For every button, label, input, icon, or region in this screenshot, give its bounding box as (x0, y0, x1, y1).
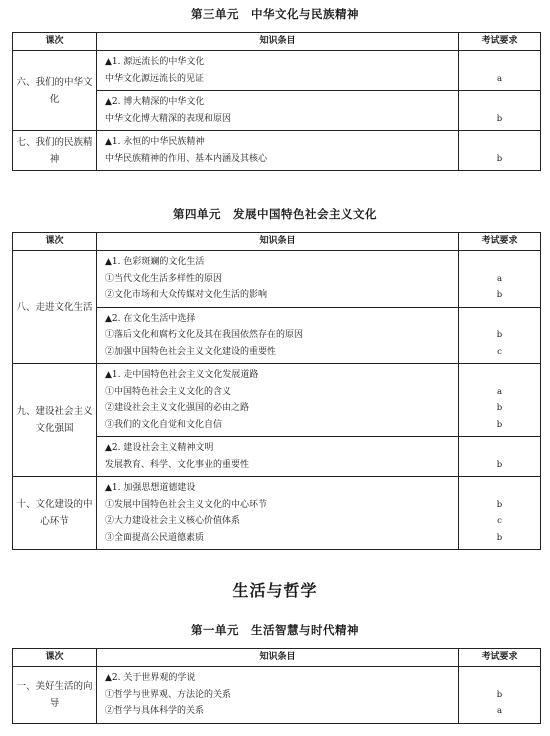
knowledge-line: ②哲学与具体科学的关系 (105, 706, 205, 716)
table-row (13, 667, 541, 724)
knowledge-cell (97, 364, 459, 437)
requirement-cell (459, 131, 541, 171)
requirement-value: b (496, 689, 503, 700)
table-header-row (13, 233, 541, 251)
requirement-cell (459, 667, 541, 724)
section-title: 生活与哲学 (232, 581, 318, 600)
knowledge-line: 中华文化博大精深的表现和原因 (105, 113, 232, 124)
requirement-cell (459, 91, 541, 131)
requirement-value (459, 134, 540, 151)
lesson-name: 九、建设社会主义文化强国 (13, 364, 97, 477)
knowledge-line: ▲1. 色彩斑斓的文化生活 (105, 257, 205, 267)
knowledge-cell (97, 477, 459, 550)
requirement-value: b (496, 330, 503, 340)
lesson-name: 七、我们的民族精神 (13, 131, 97, 171)
unit-title: 第四单元 发展中国特色社会主义文化 (173, 207, 377, 221)
knowledge-line: ①哲学与世界观、方法论的关系 (105, 689, 232, 700)
knowledge-cell (97, 91, 459, 131)
requirement-value: b (496, 419, 503, 430)
requirement-value: a (496, 706, 503, 716)
knowledge-cell (97, 51, 459, 91)
knowledge-cell (97, 251, 459, 308)
knowledge-line: 发展教育、科学、文化事业的重要性 (105, 459, 250, 470)
header-lesson: 课次 (13, 33, 97, 51)
requirement-value: c (497, 516, 502, 526)
header-knowledge: 知识条目 (97, 649, 459, 667)
knowledge-line: ▲1. 加强思想道德建设 (105, 483, 196, 493)
header-knowledge: 知识条目 (97, 33, 459, 51)
header-requirement: 考试要求 (459, 649, 541, 667)
knowledge-cell (97, 131, 459, 171)
requirement-value (459, 254, 540, 271)
unit-title: 第一单元 生活智慧与时代精神 (191, 623, 359, 637)
knowledge-line: ▲2. 建设社会主义精神文明 (105, 443, 214, 453)
knowledge-line: ▲2. 关于世界观的学说 (105, 673, 196, 683)
knowledge-line: ①落后文化和腐朽文化及其在我国依然存在的原因 (105, 330, 304, 340)
requirement-value (459, 367, 540, 384)
requirement-value: b (496, 532, 503, 543)
requirement-value (459, 440, 540, 457)
requirement-cell (459, 251, 541, 308)
header-requirement: 考试要求 (459, 33, 541, 51)
requirement-value: b (496, 290, 503, 300)
requirement-value: b (496, 153, 503, 164)
header-requirement: 考试要求 (459, 233, 541, 251)
knowledge-line: ▲1. 永恒的中华民族精神 (105, 137, 205, 147)
knowledge-line: ③我们的文化自觉和文化自信 (105, 419, 223, 430)
requirement-value: b (496, 403, 503, 413)
lesson-name: 八、走进文化生活 (13, 251, 97, 364)
requirement-value: a (496, 386, 503, 397)
requirement-value (459, 311, 540, 328)
requirement-value (459, 670, 540, 687)
syllabus-table (12, 232, 541, 550)
knowledge-line: ▲2. 博大精深的中华文化 (105, 97, 205, 107)
requirement-value: c (497, 346, 502, 357)
knowledge-line: ②建设社会主义文化强国的必由之路 (105, 403, 250, 413)
requirement-cell (459, 51, 541, 91)
knowledge-cell (97, 437, 459, 477)
knowledge-line: ▲2. 在文化生活中选择 (105, 313, 196, 324)
requirement-cell (459, 364, 541, 437)
header-lesson: 课次 (13, 649, 97, 667)
table-row (13, 477, 541, 550)
lesson-name: 十、文化建设的中心环节 (13, 477, 97, 550)
table-row (13, 364, 541, 437)
requirement-value: a (496, 273, 503, 284)
knowledge-line: ①当代文化生活多样性的原因 (105, 273, 223, 284)
requirement-value (459, 480, 540, 497)
table-row (13, 131, 541, 171)
requirement-cell (459, 477, 541, 550)
knowledge-line: ①发展中国特色社会主义文化的中心环节 (105, 499, 268, 510)
requirement-value: a (496, 73, 503, 84)
knowledge-line: 中华民族精神的作用、基本内涵及其核心 (105, 153, 268, 164)
requirement-value: b (496, 113, 503, 124)
unit-title: 第三单元 中华文化与民族精神 (191, 7, 359, 21)
requirement-value (459, 54, 540, 71)
table-row (13, 51, 541, 91)
table-header-row (13, 649, 541, 667)
knowledge-line: ②加强中国特色社会主义文化建设的重要性 (105, 346, 277, 357)
knowledge-line: 中华文化源远流长的见证 (105, 73, 205, 84)
header-knowledge: 知识条目 (97, 233, 459, 251)
lesson-name: 一、美好生活的向导 (13, 667, 97, 724)
syllabus-table (12, 648, 541, 724)
requirement-value: b (496, 459, 503, 470)
knowledge-line: ②文化市场和大众传媒对文化生活的影响 (105, 290, 268, 300)
knowledge-line: ①中国特色社会主义文化的含义 (105, 386, 232, 397)
knowledge-line: ▲1. 源远流长的中华文化 (105, 57, 205, 67)
header-lesson: 课次 (13, 233, 97, 251)
requirement-cell (459, 437, 541, 477)
table-header-row (13, 33, 541, 51)
knowledge-cell (97, 667, 459, 724)
knowledge-line: ③全面提高公民道德素质 (105, 532, 205, 543)
requirement-cell (459, 307, 541, 364)
knowledge-cell (97, 307, 459, 364)
lesson-name: 六、我们的中华文化 (13, 51, 97, 131)
knowledge-line: ▲1. 走中国特色社会主义文化发展道路 (105, 370, 259, 380)
table-row (13, 251, 541, 308)
requirement-value (459, 94, 540, 111)
requirement-value: b (496, 499, 503, 510)
knowledge-line: ②大力建设社会主义核心价值体系 (105, 516, 241, 526)
syllabus-table (12, 32, 541, 171)
